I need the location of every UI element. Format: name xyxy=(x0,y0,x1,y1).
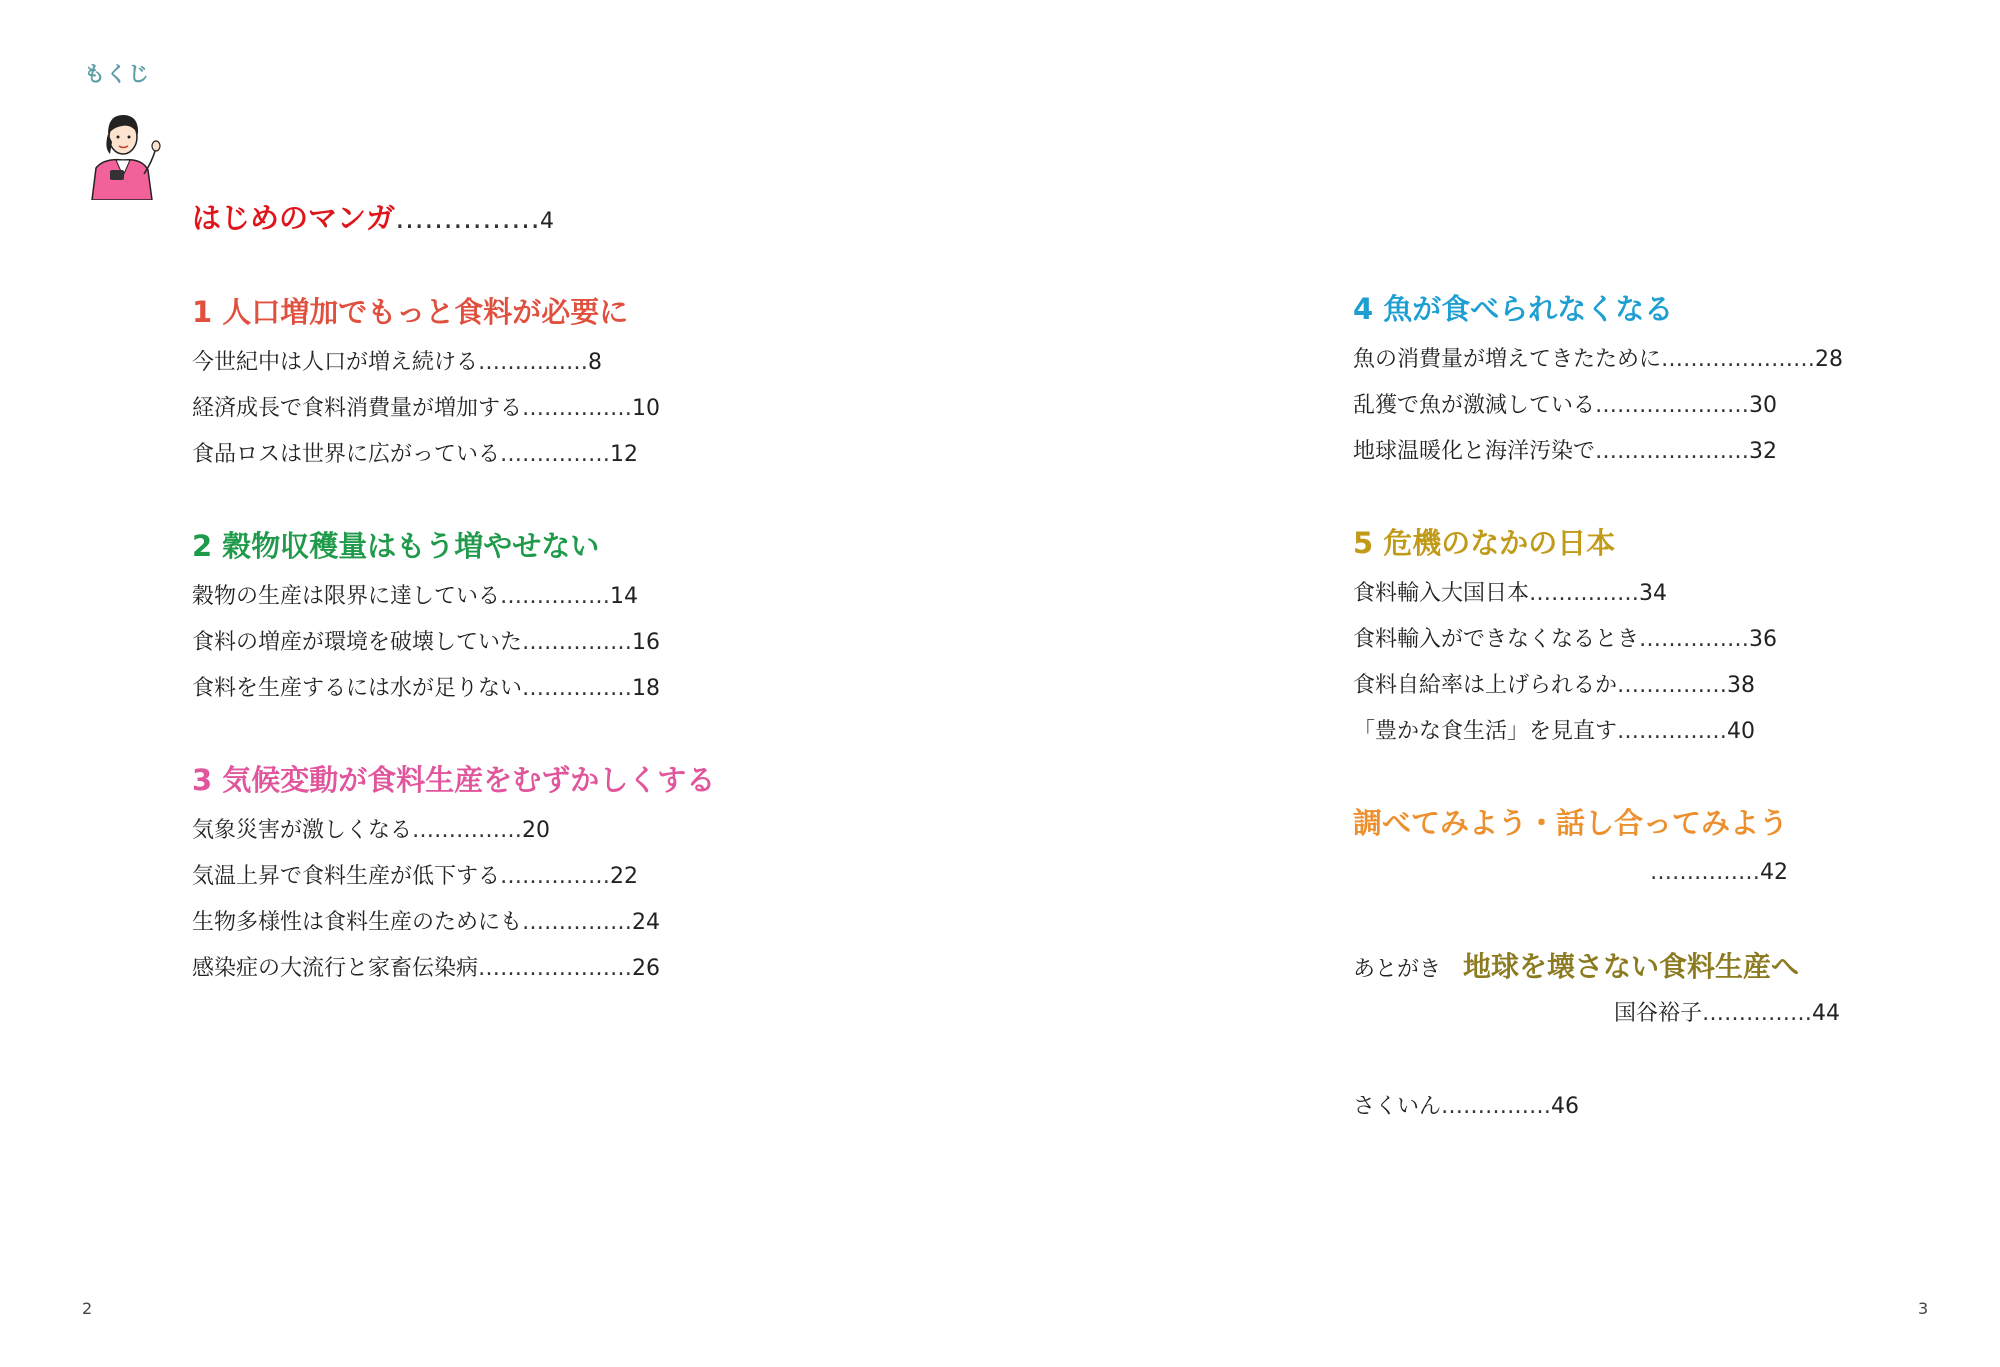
toc-entry[interactable] xyxy=(1353,337,1843,383)
index-label: さくいん xyxy=(1353,1094,1442,1119)
toc-entry[interactable] xyxy=(192,946,715,992)
leader-dots: …………… xyxy=(1617,673,1728,698)
toc-entry[interactable] xyxy=(1353,709,1777,755)
page-number: 44 xyxy=(1812,1001,1841,1026)
entry-label: 今世紀中は人口が増え続ける xyxy=(192,350,479,375)
leader-dots: …………… xyxy=(522,396,633,421)
page-number: 18 xyxy=(632,676,661,701)
research-title[interactable]: 調べてみよう・話し合ってみよう xyxy=(1353,806,1789,840)
page-number: 22 xyxy=(610,864,639,889)
leader-dots: …………… xyxy=(1702,1001,1813,1026)
entry-label: 乱獲で魚が激減している xyxy=(1353,393,1596,418)
chapter-entries xyxy=(1353,337,1843,475)
chapter-entries xyxy=(1353,571,1777,755)
chapter-title[interactable]: 3 気候変動が食料生産をむずかしくする xyxy=(192,763,716,797)
research-entry[interactable] xyxy=(1650,850,1788,896)
chapter-entries xyxy=(192,340,660,478)
entry-label: 食料自給率は上げられるか xyxy=(1353,673,1618,698)
leader-dots: …………… xyxy=(500,442,611,467)
page-number: 10 xyxy=(632,396,661,421)
page-number: 38 xyxy=(1727,673,1756,698)
chapter-title[interactable]: 5 危機のなかの日本 xyxy=(1353,526,1616,560)
toc-entry[interactable] xyxy=(192,432,660,478)
page-number: 34 xyxy=(1639,581,1668,606)
left-page-number: 2 xyxy=(82,1299,93,1318)
page-number: 36 xyxy=(1749,627,1778,652)
leader-dots: …………… xyxy=(522,676,633,701)
chapter-title[interactable]: 2 穀物収穫量はもう増やせない xyxy=(192,529,600,563)
leader-dots: …………… xyxy=(522,910,633,935)
leader-dots: …………… xyxy=(522,630,633,655)
page-number: 16 xyxy=(632,630,661,655)
toc-entry[interactable] xyxy=(1353,571,1777,617)
afterword-title: 地球を壊さない食料生産へ xyxy=(1463,950,1800,983)
entry-label: 食料の増産が環境を破壊していた xyxy=(192,630,523,655)
chapter-3 xyxy=(192,760,715,992)
page-number: 40 xyxy=(1727,719,1756,744)
entry-label: 生物多様性は食料生産のためにも xyxy=(192,910,523,935)
page-number: 46 xyxy=(1551,1094,1580,1119)
author-name: 国谷裕子 xyxy=(1614,1001,1703,1026)
entry-label: 「豊かな食生活」を見直す xyxy=(1353,719,1618,744)
toc-entry[interactable] xyxy=(1353,383,1843,429)
page-number: 24 xyxy=(632,910,661,935)
presenter-illustration-icon xyxy=(82,104,164,200)
chapter-entries xyxy=(192,808,715,992)
entry-label: 気象災害が激しくなる xyxy=(192,818,413,843)
entry-label: 経済成長で食料消費量が増加する xyxy=(192,396,523,421)
page-number: 26 xyxy=(632,956,661,981)
afterword-entry[interactable] xyxy=(1353,944,1799,990)
toc-entry[interactable] xyxy=(192,854,715,900)
toc-entry[interactable] xyxy=(192,666,660,712)
leader-dots: ………………… xyxy=(478,956,633,981)
page-number: 4 xyxy=(540,209,555,234)
toc-entry[interactable] xyxy=(192,386,660,432)
toc-entry[interactable] xyxy=(192,900,715,946)
leader-dots: …………… xyxy=(1639,627,1750,652)
chapter-title[interactable]: 4 魚が食べられなくなる xyxy=(1353,292,1674,326)
entry-label: 気温上昇で食料生産が低下する xyxy=(192,864,501,889)
leader-dots: …………… xyxy=(395,201,541,235)
leader-dots: …………… xyxy=(500,864,611,889)
entry-label: 穀物の生産は限界に達している xyxy=(192,584,501,609)
leader-dots: ………………… xyxy=(1661,347,1816,372)
chapter-1 xyxy=(192,292,660,478)
leader-dots: …………… xyxy=(500,584,611,609)
entry-label: 食品ロスは世界に広がっている xyxy=(192,442,501,467)
right-page-number: 3 xyxy=(1918,1299,1929,1318)
toc-entry[interactable] xyxy=(1353,617,1777,663)
manga-title: はじめのマンガ xyxy=(192,201,396,235)
toc-entry[interactable] xyxy=(192,620,660,666)
leader-dots: ………………… xyxy=(1595,393,1750,418)
page-number: 14 xyxy=(610,584,639,609)
chapter-entries xyxy=(192,574,660,712)
entry-label: 魚の消費量が増えてきたために xyxy=(1353,347,1662,372)
toc-entry[interactable] xyxy=(192,808,715,854)
toc-entry[interactable] xyxy=(192,574,660,620)
index-entry[interactable] xyxy=(1353,1084,1579,1130)
afterword-label: あとがき xyxy=(1353,957,1442,982)
page-number: 42 xyxy=(1760,860,1788,885)
leader-dots: …………… xyxy=(1441,1094,1552,1119)
chapter-title[interactable]: 1 人口増加でもっと食料が必要に xyxy=(192,295,629,329)
entry-label: 食料輸入大国日本 xyxy=(1353,581,1530,606)
page-number: 28 xyxy=(1815,347,1844,372)
toc-entry[interactable] xyxy=(1353,429,1843,475)
toc-entry[interactable] xyxy=(1353,663,1777,709)
leader-dots: …………… xyxy=(1529,581,1640,606)
entry-label: 食料輸入ができなくなるとき xyxy=(1353,627,1640,652)
page-number: 32 xyxy=(1749,439,1778,464)
chapter-5 xyxy=(1353,523,1777,755)
leader-dots: …………… xyxy=(1617,719,1728,744)
entry-label: 感染症の大流行と家畜伝染病 xyxy=(192,956,479,981)
leader-dots: ………………… xyxy=(1595,439,1750,464)
page-number: 30 xyxy=(1749,393,1778,418)
manga-entry[interactable] xyxy=(192,196,554,237)
entry-label: 食料を生産するには水が足りない xyxy=(192,676,523,701)
leader-dots: …………… xyxy=(412,818,523,843)
afterword-author-entry[interactable] xyxy=(1614,991,1840,1037)
page-number: 12 xyxy=(610,442,639,467)
entry-label: 地球温暖化と海洋汚染で xyxy=(1353,439,1596,464)
leader-dots: …………… xyxy=(478,350,589,375)
toc-entry[interactable] xyxy=(192,340,660,386)
chapter-4 xyxy=(1353,289,1843,475)
page-number: 20 xyxy=(522,818,551,843)
leader-dots: …………… xyxy=(1650,860,1760,885)
chapter-2 xyxy=(192,526,660,712)
toc-heading: もくじ xyxy=(84,62,150,86)
page-number: 8 xyxy=(588,350,603,375)
